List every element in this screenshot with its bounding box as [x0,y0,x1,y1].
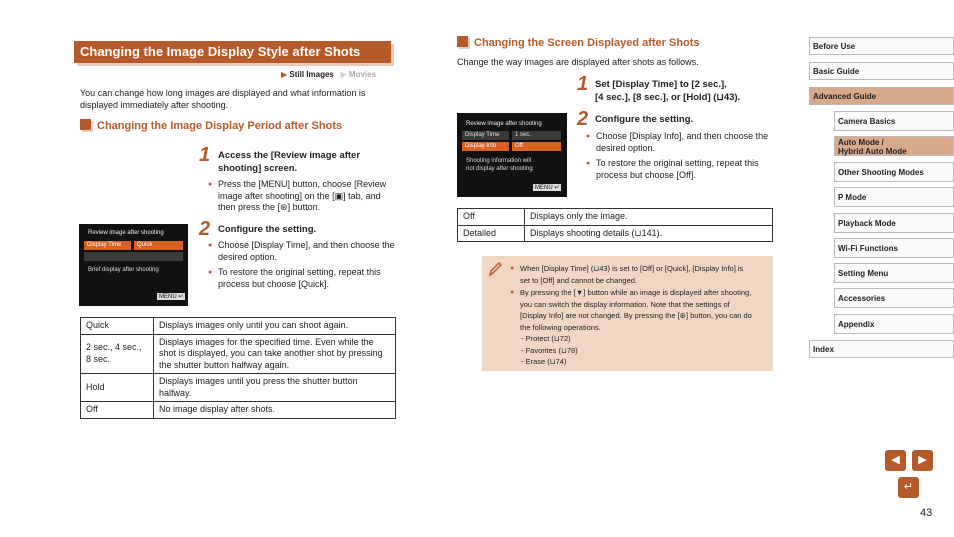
square-icon [457,36,468,47]
step-bullets [586,131,776,185]
nav-basic-guide[interactable]: Basic Guide [809,62,954,80]
nav-accessories[interactable]: Accessories [834,288,954,308]
bullet-item: ● When [Display Time] (⊔43) is set to [Off] or [Quick], [Display Info] is set to [Off] and cannot be changed. [510,263,754,286]
bullet-item: ● To restore the original setting, repeat this process but choose [Off]. [586,158,776,181]
step-title: Configure the setting. [218,224,317,235]
step-number: 2 [199,218,211,240]
selected-value: Quick [134,241,183,250]
menu-icon: MENU ↵ [159,294,184,300]
bullet-item: ● Choose [Display Info], and then choose the desired option. [586,131,776,154]
bullet-item: ● By pressing the [▼] button while an image is displayed after shooting, you can switch the display information. Note that the settings of [Display Info] are not changed. By pressing the [⊛] button, you can do the following operations. [510,287,754,333]
nav-setting-menu[interactable]: Setting Menu [834,263,954,283]
mode-tags [281,70,376,79]
step-bullets [208,240,398,294]
table-row: Quick Displays images only until you can shoot again. [81,318,396,335]
step-title: Set [Display Time] to [2 sec.], [4 sec.], [8 sec.], or [Hold] (⊔43). [595,79,741,103]
subsection-heading: Changing the Screen Displayed after Shots [457,36,700,49]
subsection-heading: Changing the Image Display Period after Shots [80,119,342,132]
step-number: 1 [577,73,589,95]
table-row: Off No image display after shots. [81,402,396,419]
bullet-item: ● To restore the original setting, repeat this process but choose [Quick]. [208,267,398,290]
step-title: Configure the setting. [595,114,694,125]
still-images-tag: Still Images [289,70,334,79]
dash-item: - Erase (⊔74) [521,357,567,366]
nav-auto-mode[interactable]: Auto Mode / Hybrid Auto Mode [834,136,954,156]
play-arrow-icon: ▶ [340,70,347,79]
step-title: Access the [Review image after shooting] screen. [218,150,361,174]
bullet-item: ● Press the [MENU] button, choose [Review image after shooting] on the [▣] tab, and then press the [⊛] button. [208,179,398,214]
step-bullets [208,179,398,218]
options-table [80,317,396,419]
next-page-icon[interactable]: ▶ [912,450,933,471]
play-arrow-icon: ▶ [281,70,288,79]
dash-item: - Protect (⊔72) [521,334,571,343]
nav-camera-basics[interactable]: Camera Basics [834,111,954,131]
pencil-icon [487,260,503,278]
dash-item: - Favorites (⊔78) [521,345,578,355]
nav-index[interactable]: Index [809,340,954,358]
nav-wifi-functions[interactable]: Wi-Fi Functions [834,238,954,258]
step-number: 1 [199,144,211,166]
section-title: Changing the Image Display Style after Shots [74,41,391,63]
table-row: 2 sec., 4 sec., 8 sec. Displays images for the specified time. Even while the shot is displayed, you can take another shot by pressing the shutter button halfway again. [81,334,396,374]
nav-before-use[interactable]: Before Use [809,37,954,55]
return-icon[interactable]: ↵ [898,477,919,498]
intro-text: You can change how long images are displayed and what information is displayed immediately after shooting. [80,88,366,110]
nav-p-mode[interactable]: P Mode [834,187,954,207]
page-number: 43 [920,507,933,519]
intro-text: Change the way images are displayed after shots as follows. [457,57,699,67]
note-dash-list [521,333,578,368]
bullet-item: ● Choose [Display Time], and then choose the desired option. [208,240,398,263]
table-row: Hold Displays images until you press the shutter button halfway. [81,374,396,402]
nav-playback-mode[interactable]: Playback Mode [834,213,954,233]
step-number: 2 [577,108,589,130]
nav-other-shooting-modes[interactable]: Other Shooting Modes [834,162,954,182]
square-icon [80,119,91,130]
prev-page-icon[interactable]: ◀ [885,450,906,471]
camera-screen: Review image after shooting Display Time Quick Brief display after shooting MENU ↵ [79,224,188,306]
camera-screen: Review image after shooting Display Time 1 sec. Display Info Off Shooting information will not display after shooting MENU ↵ [457,113,567,197]
table-row: Off Displays only the image. [458,209,773,226]
note-bullets [510,263,754,334]
nav-appendix[interactable]: Appendix [834,314,954,334]
note-box [482,256,773,371]
nav-advanced-guide[interactable]: Advanced Guide [809,87,954,105]
movies-tag: Movies [348,70,377,79]
options-table [457,208,773,242]
selected-value: Off [512,142,561,151]
menu-icon: MENU ↵ [535,185,560,191]
table-row: Detailed Displays shooting details (⊔141). [458,225,773,242]
